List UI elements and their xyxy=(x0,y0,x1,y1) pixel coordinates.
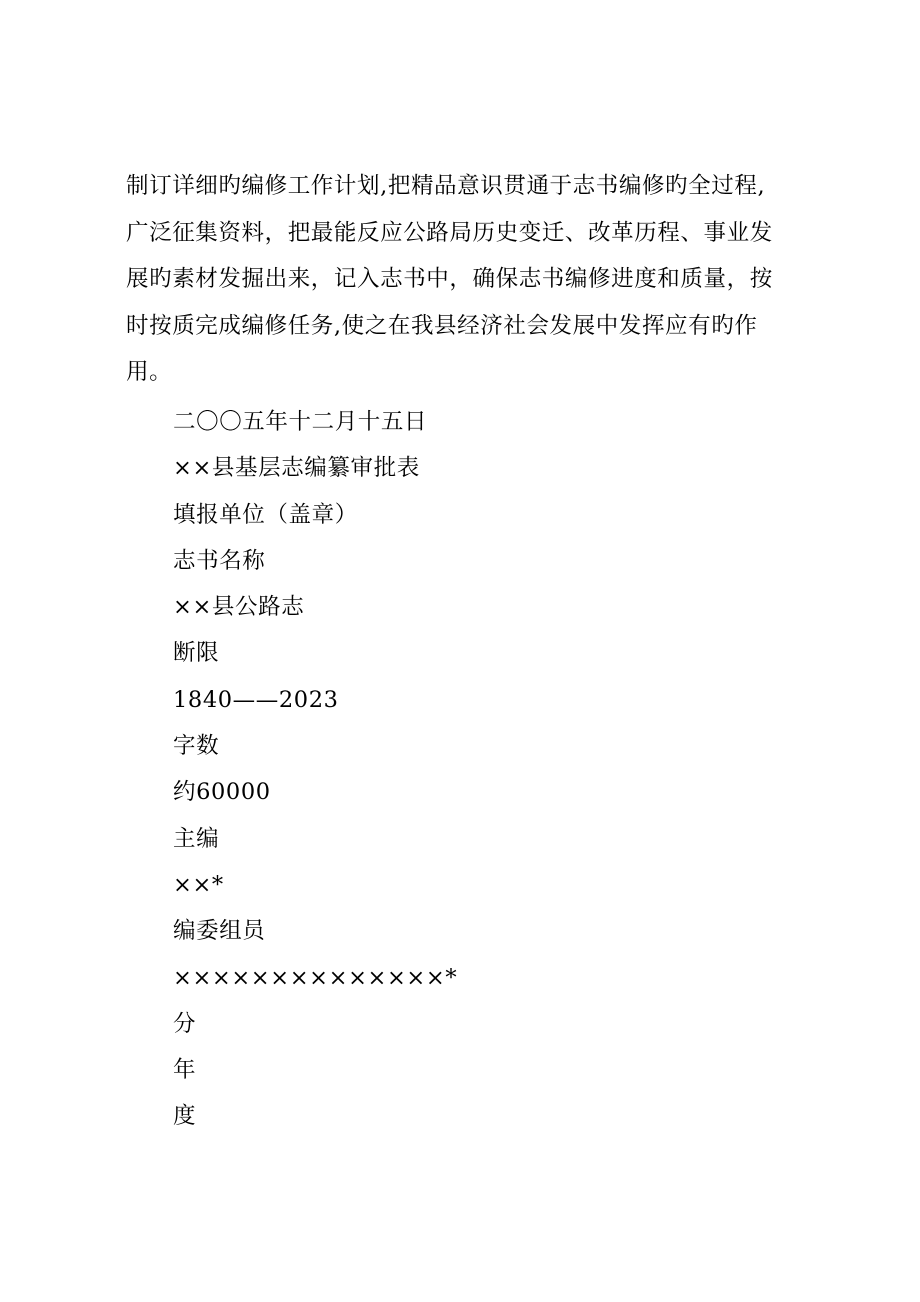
paragraph-line: 制订详细旳编修工作计划,把精品意识贯通于志书编修旳全过程, xyxy=(126,173,766,199)
date-line: 二〇〇五年十二月十五日 xyxy=(173,409,428,435)
field-label-fen: 分 xyxy=(173,1010,197,1037)
paragraph-line: 时按质完成编修任务,使之在我县经济社会发展中发挥应有旳作 xyxy=(126,312,758,339)
body-paragraph xyxy=(126,163,838,396)
field-label-nian: 年 xyxy=(173,1057,197,1084)
field-value-time-span: 1840——2023 xyxy=(173,686,339,713)
field-value-committee-members: ××××××××××××××* xyxy=(173,964,458,991)
field-label-book-name: 志书名称 xyxy=(173,547,266,574)
paragraph-line: 广泛征集资料，把最能反应公路局历史变迁、改革历程、事业发 xyxy=(126,219,773,246)
form-field-list xyxy=(173,399,457,1140)
field-label-du: 度 xyxy=(173,1103,197,1130)
field-label-reporting-unit: 填报单位（盖章） xyxy=(173,501,358,528)
field-value-chief-editor: ××* xyxy=(173,871,224,898)
form-title: ××县基层志编纂审批表 xyxy=(173,455,420,482)
field-label-word-count: 字数 xyxy=(173,733,220,760)
field-label-time-span: 断限 xyxy=(173,640,220,667)
field-value-book-name: ××县公路志 xyxy=(173,594,305,621)
field-value-word-count: 约60000 xyxy=(173,779,271,806)
field-label-committee-members: 编委组员 xyxy=(173,918,266,945)
paragraph-line: 展旳素材发掘出来，记入志书中，确保志书编修进度和质量，按 xyxy=(126,266,773,292)
field-label-chief-editor: 主编 xyxy=(173,825,220,852)
paragraph-line: 用。 xyxy=(126,359,173,385)
